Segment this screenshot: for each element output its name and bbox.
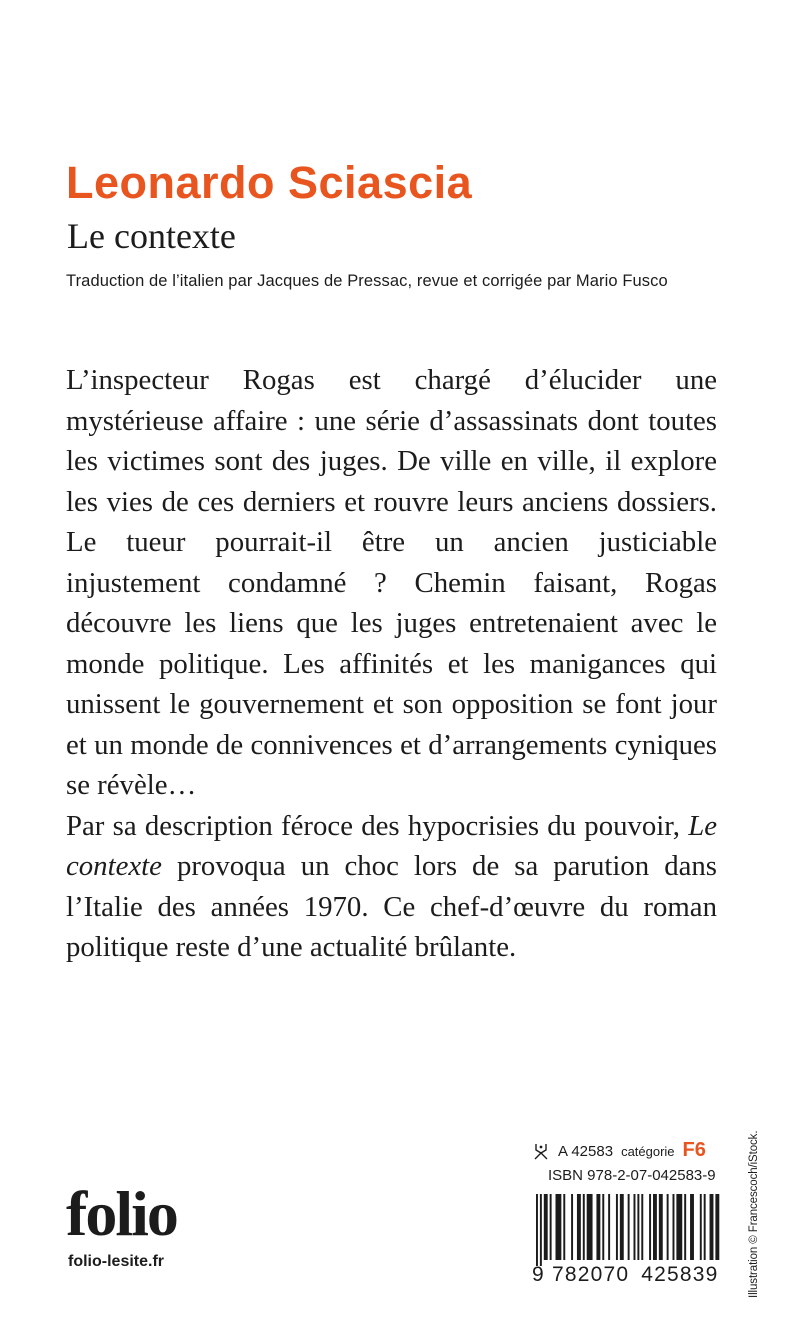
- blurb-p2-prefix: Par sa description féroce des hypocrisies du pouvoir,: [66, 809, 689, 842]
- barcode-bar: [667, 1194, 669, 1260]
- barcode-bar: [563, 1194, 565, 1260]
- barcode-bar: [641, 1194, 643, 1260]
- barcode-bar: [634, 1194, 636, 1260]
- publisher-website[interactable]: folio-lesite.fr: [68, 1253, 165, 1270]
- blurb: [66, 360, 717, 968]
- barcode-bar: [602, 1194, 604, 1260]
- category-value: F6: [682, 1139, 706, 1161]
- barcode-bar: [583, 1194, 585, 1260]
- barcode-bar: [587, 1194, 593, 1260]
- barcode-bar: [673, 1194, 675, 1260]
- product-code-line: [532, 1139, 706, 1162]
- barcode-bar: [715, 1194, 719, 1260]
- barcode-bar: [649, 1194, 651, 1260]
- barcode-bar: [544, 1194, 548, 1260]
- blurb-paragraph-1: L’inspecteur Rogas est chargé d’élucider une mystérieuse affaire : une série d’assassinats dont toutes les victimes sont des juges. De ville en ville, il explore les vies de ces derniers et rouvre leurs anciens dossiers. Le tueur pourrait-il être un ancien justiciable injustement condamné ? Chemin faisant, Rogas découvre les liens que les juges entretenaient avec le monde politique. Les affinités et les manigances qui unissent le gouvernement et son opposition se font jour et un monde de connivences et d’arrangements cyniques se révèle…: [66, 364, 717, 801]
- barcode-bar: [596, 1194, 600, 1260]
- barcode-bar: [676, 1194, 682, 1260]
- book-title: Le contexte: [67, 216, 236, 256]
- barcode-bar: [577, 1194, 581, 1260]
- author-name: Leonardo Sciascia: [66, 157, 473, 208]
- barcode-bar: [540, 1194, 542, 1266]
- publisher-mark-icon: [532, 1142, 550, 1160]
- barcode-bar: [556, 1194, 562, 1260]
- barcode-bar: [704, 1194, 706, 1260]
- barcode-bar: [690, 1194, 694, 1260]
- category-label: catégorie: [621, 1144, 675, 1159]
- barcode-group-2: 425839: [641, 1263, 719, 1286]
- illustration-credit: Illustration © Francescoch/iStock.: [748, 1130, 760, 1298]
- barcode-bar: [571, 1194, 573, 1260]
- barcode-bar: [536, 1194, 538, 1266]
- barcode-bar: [710, 1194, 714, 1260]
- barcode-bar: [637, 1194, 639, 1260]
- barcode: [534, 1194, 724, 1266]
- blurb-p2-suffix: provoqua un choc lors de sa parution dans l’Italie des années 1970. Ce chef-d’œuvre du roman politique reste d’une actualité brûlante.: [66, 850, 717, 963]
- barcode-digits: [532, 1263, 726, 1287]
- barcode-bar: [659, 1194, 663, 1260]
- folio-logo: folio: [66, 1178, 177, 1249]
- barcode-group-1: 782070: [552, 1263, 630, 1286]
- translation-credit: Traduction de l’italien par Jacques de Pressac, revue et corrigée par Mario Fusco: [66, 272, 668, 290]
- barcode-bar: [628, 1194, 630, 1260]
- blurb-paragraph-2: [66, 806, 717, 968]
- blurb-p2-title: Le contexte: [66, 809, 717, 882]
- barcode-bar: [608, 1194, 610, 1260]
- barcode-bar: [550, 1194, 552, 1260]
- product-code: A 42583: [558, 1143, 614, 1160]
- barcode-bar: [700, 1194, 702, 1260]
- barcode-first-digit: 9: [532, 1263, 544, 1286]
- barcode-bar: [684, 1194, 686, 1260]
- barcode-bar: [616, 1194, 618, 1260]
- barcode-bar: [620, 1194, 624, 1260]
- isbn: ISBN 978-2-07-042583-9: [548, 1167, 716, 1184]
- barcode-bar: [653, 1194, 657, 1260]
